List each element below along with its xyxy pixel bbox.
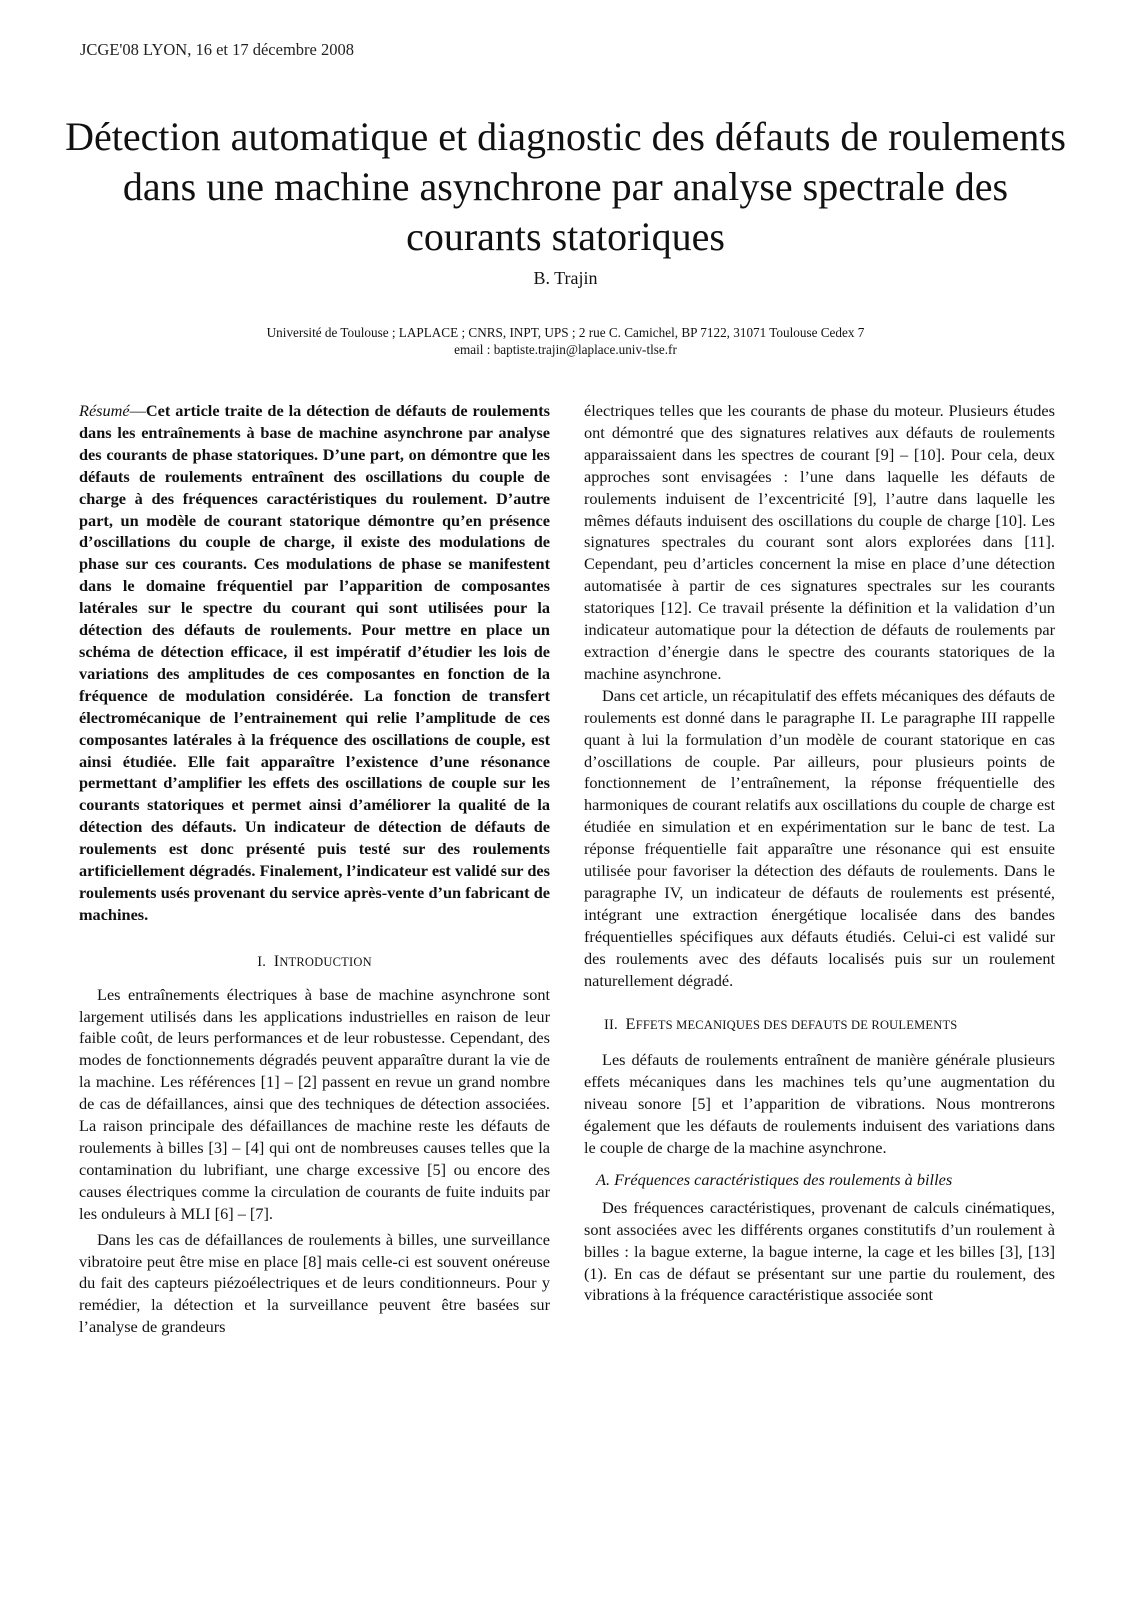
section-title-initial: I	[273, 950, 280, 970]
author-email: email : baptiste.trajin@laplace.univ-tlse.fr	[454, 342, 677, 357]
section-title-smallcaps: FFETS MECANIQUES DES DEFAUTS DE ROULEMENTS	[635, 1018, 958, 1033]
section-number: II.	[604, 1017, 618, 1034]
right-column	[584, 400, 1055, 1306]
paper-title: Détection automatique et diagnostic des défauts de roulements dans une machine asynchrone par analyse spectrale des courants statoriques	[65, 114, 1066, 259]
running-header: JCGE'08 LYON, 16 et 17 décembre 2008	[80, 40, 354, 59]
abstract-text: Cet article traite de la détection de défauts de roulements dans les entraînements à base de machine asynchrone par analyse des courants de phase statoriques. D’une part, on démontre que les défauts de roulements entraînent des oscillations du couple de charge à des fréquences caractéristiques du roulement. D’autre part, un modèle de courant statorique démontre qu’en présence d’oscillations du couple de charge, il existe des modulations de phase sur ces courants. Ces modulations de phase se manifestent dans le domaine fréquentiel par l’apparition de composantes latérales sur le spectre du courant qui sont utilisées pour la détection des défauts de roulements. Pour mettre en place un schéma de détection efficace, il est impératif d’étudier les lois de variations des amplitudes de ces composantes en fonction de la fréquence de modulation considérée. La fonction de transfert électromécanique de l’entrainement qui relie l’amplitude de ces composantes latérales à la fréquence des oscillations de couple, est ainsi étudiée. Elle fait apparaître l’existence d’une résonance permettant d’amplifier les effets des oscillations de couple sur les courants statoriques et permet ainsi d’améliorer la qualité de la détection des défauts. Un indicateur de détection de défauts de roulements est donc présenté puis testé sur des roulements artificiellement dégradés. Finalement, l’indicateur est validé sur des roulements usés provenant du service après-vente d’un fabricant de machines.	[79, 401, 550, 924]
left-column	[79, 400, 550, 1338]
intro-paragraph-3: Dans cet article, un récapitulatif des effets mécaniques des défauts de roulements est donné dans le paragraphe II. Le paragraphe III rappelle quant à lui la formulation d’un modèle de courant statorique en cas d’oscillations de couple. Par ailleurs, pour plusieurs points de fonctionnement de l’entraînement, la réponse fréquentielle des harmoniques de courant relatifs aux oscillations du couple de charge est étudiée en simulation et en expérimentation sur le banc de test. La réponse fréquentielle fait apparaître une résonance qui est ensuite utilisée pour favoriser la détection des défauts de roulements. Dans le paragraphe IV, un indicateur de défauts de roulements est présenté, intégrant une extraction énergétique localisée dans des bandes fréquentielles spécifiques aux défauts étudiés. Celui-ci est validé sur des roulements avec des défauts localisés puis sur un roulement naturellement dégradé.	[584, 685, 1055, 990]
affiliation: Université de Toulouse ; LAPLACE ; CNRS, INPT, UPS ; 2 rue C. Camichel, BP 7122, 31071 Toulouse Cedex 7	[266, 325, 865, 340]
section-title-initial: E	[625, 1014, 636, 1034]
affiliation-block	[0, 324, 1131, 358]
section-heading-mechanical-effects	[584, 1013, 1055, 1037]
section-number: I.	[257, 953, 267, 970]
abstract-dash: —	[129, 401, 146, 420]
section2-paragraph-2: Des fréquences caractéristiques, provenant de calculs cinématiques, sont associées avec les différents organes constitutifs d’un roulement à billes : la bague externe, la bague interne, la cage et les billes [3], [13] (1). En cas de défaut se présentant sur une partie du roulement, des vibrations à la fréquence caractéristique associée sont	[584, 1197, 1055, 1305]
author-name: B. Trajin	[533, 268, 598, 288]
intro-paragraph-2: Dans les cas de défaillances de roulements à billes, une surveillance vibratoire peut être mise en place [8] mais celle-ci est souvent onéreuse du fait des capteurs piézoélectriques et de leurs conditionneurs. Pour y remédier, la détection et la surveillance peuvent être basées sur l’analyse de grandeurs	[79, 1229, 550, 1337]
section-heading-introduction	[79, 950, 550, 974]
abstract	[79, 400, 550, 926]
section-title-smallcaps: NTRODUCTION	[279, 954, 372, 969]
abstract-label: Résumé	[79, 401, 130, 420]
intro-paragraph-1: Les entraînements électriques à base de machine asynchrone sont largement utilisés dans les applications industrielles en raison de leur faible coût, de leurs performances et de leur robustesse. Cependant, des modes de fonctionnements dégradés peuvent apparaître durant la vie de la machine. Les références [1] – [2] passent en revue un grand nombre de cas de défaillances, ainsi que des techniques de détection associées. La raison principale des défaillances de machine reste les défauts de roulements à billes [3] – [4] qui ont de nombreuses causes telles que la contamination du lubrifiant, une charge excessive [5] ou encore des causes électriques comme la circulation de courants de fuite induits par les onduleurs à MLI [6] – [7].	[79, 984, 550, 1223]
section2-paragraph-1: Les défauts de roulements entraînent de manière générale plusieurs effets mécaniques dans les machines tels qu’une augmentation du niveau sonore [5] et l’apparition de vibrations. Nous montrerons également que les défauts de roulements induisent des variations dans le couple de charge de la machine asynchrone.	[584, 1050, 1055, 1157]
intro-paragraph-2-continued: électriques telles que les courants de phase du moteur. Plusieurs études ont démontré que des signatures relatives aux défauts de roulements apparaissaient dans les spectres de courant [9] – [10]. Pour cela, deux approches sont envisagées : l’une dans laquelle les défauts de roulements induisent de l’excentricité [9], l’autre dans laquelle les mêmes défauts induisent des oscillations du couple de charge [10]. Les signatures spectrales du courant sont alors explorées dans [11]. Cependant, peu d’articles concernent la mise en place d’une détection automatisée à partir de ces signatures spectrales sur les courants statoriques [12]. Ce travail présente la définition et la validation d’un indicateur automatique pour la détection de défauts de roulements par extraction d’énergie dans le spectre des courants statoriques de la machine asynchrone.	[584, 401, 1055, 683]
subsection-heading-a: A. Fréquences caractéristiques des roulements à billes	[596, 1169, 953, 1189]
